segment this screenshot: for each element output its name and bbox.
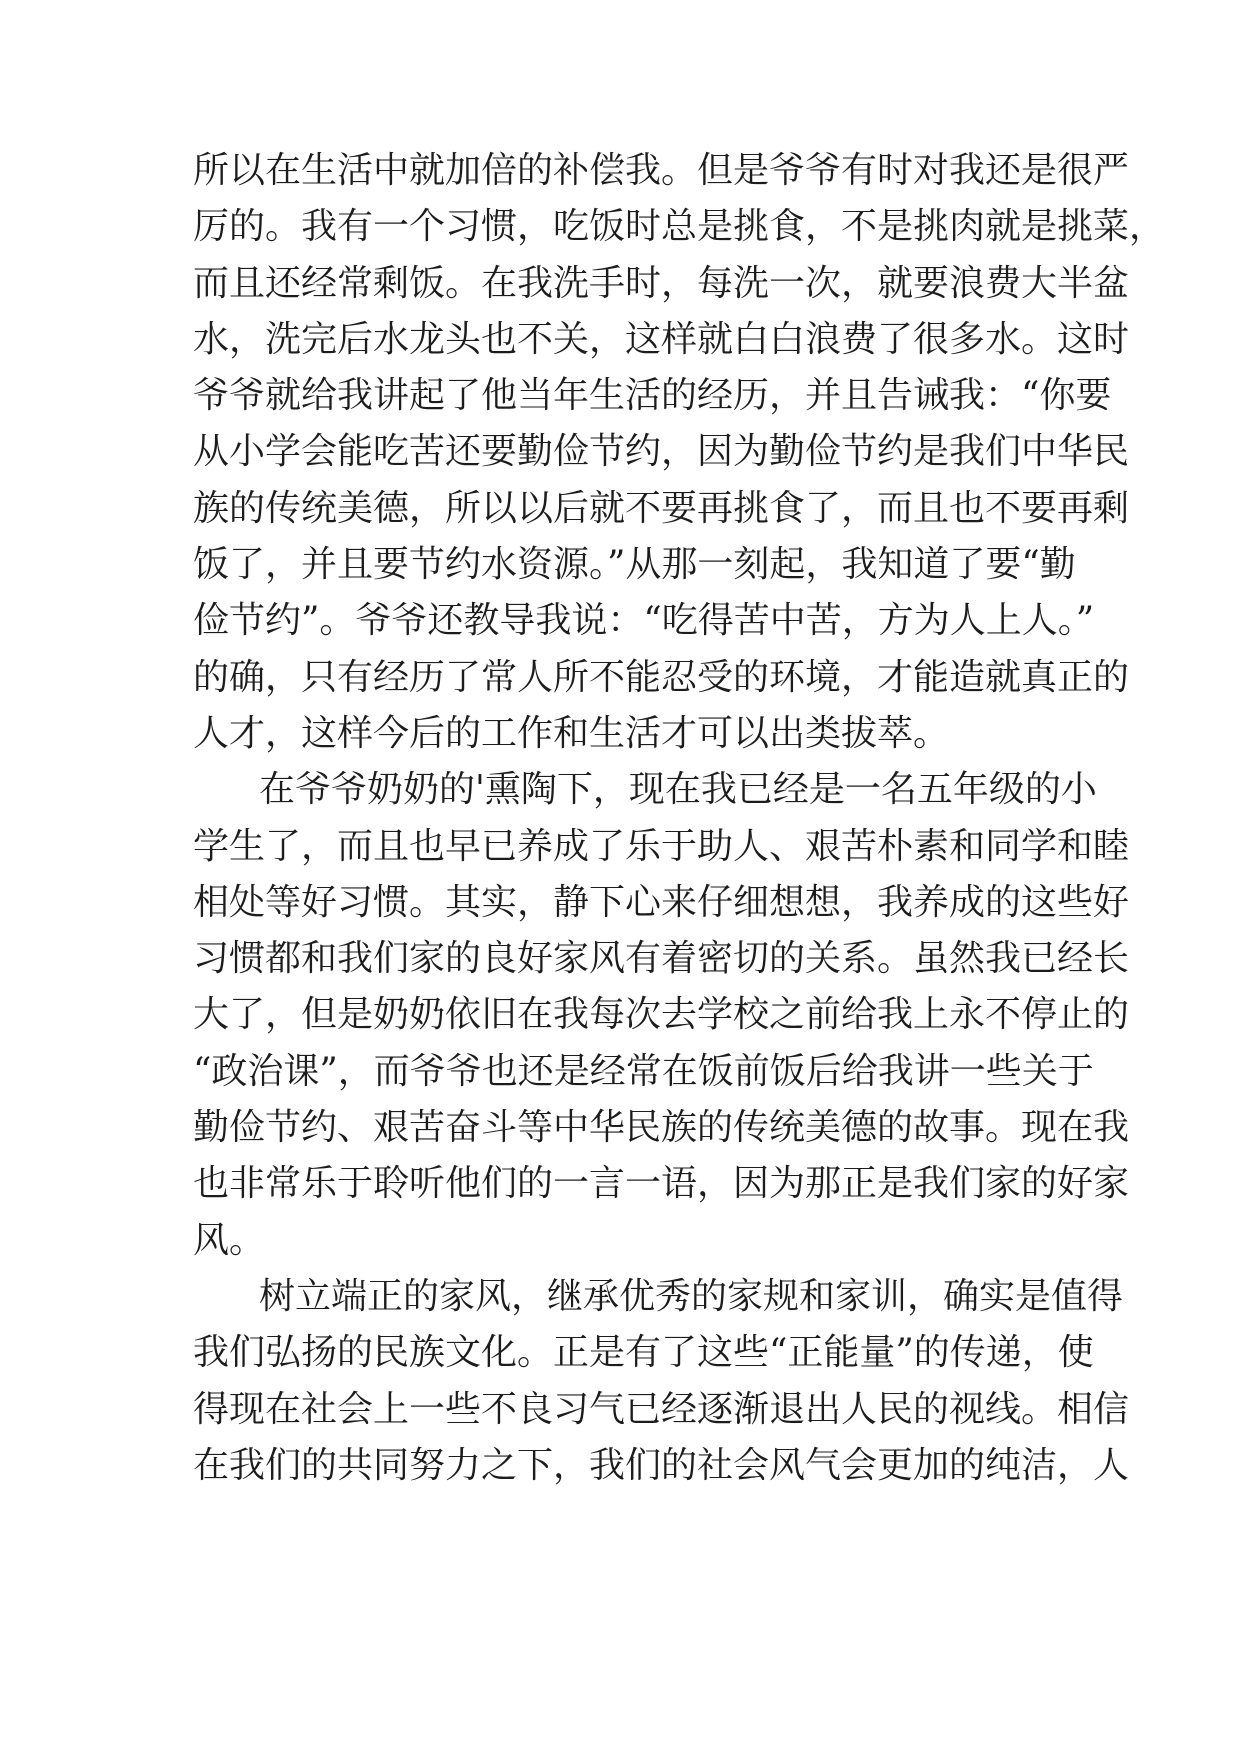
text-line: 在我们的共同努力之下，我们的社会风气会更加的纯洁，人 [193, 1444, 1130, 1486]
text-line: 勤俭节约、艰苦奋斗等中华民族的传统美德的故事。现在我 [193, 1107, 1130, 1149]
text-line: “政治课”，而爷爷也还是经常在饭前饭后给我讲一些关于 [193, 1050, 1094, 1092]
text-line: 厉的。我有一个习惯，吃饭时总是挑食，不是挑肉就是挑菜， [193, 206, 1166, 248]
text-line: 从小学会能吃苦还要勤俭节约，因为勤俭节约是我们中华民 [193, 431, 1130, 473]
text-line: 相处等好习惯。其实，静下心来仔细想想，我养成的这些好 [193, 881, 1130, 923]
text-line: 水，洗完后水龙头也不关，这样就白白浪费了很多水。这时 [193, 318, 1130, 360]
text-line: 树立端正的家风，继承优秀的家规和家训，确实是值得 [259, 1275, 1124, 1317]
text-line: 所以在生活中就加倍的补偿我。但是爷爷有时对我还是很严 [193, 150, 1130, 191]
text-line: 风。 [193, 1219, 266, 1261]
text-line: 人才，这样今后的工作和生活才可以出类拔萃。 [193, 712, 950, 754]
text-line: 习惯都和我们家的良好家风有着密切的关系。虽然我已经长 [193, 938, 1130, 980]
text-line: 得现在社会上一些不良习气已经逐渐退出人民的视线。相信 [193, 1388, 1130, 1430]
text-line: 爷爷就给我讲起了他当年生活的经历，并且告诫我：“你要 [193, 375, 1112, 417]
text-line: 饭了，并且要节约水资源。”从那一刻起，我知道了要“勤 [193, 544, 1076, 586]
paragraph [193, 762, 1130, 1269]
text-line: 而且还经常剩饭。在我洗手时，每洗一次，就要浪费大半盆 [193, 262, 1130, 304]
text-line: 的确，只有经历了常人所不能忍受的环境，才能造就真正的 [193, 656, 1130, 698]
text-line: 学生了，而且也早已养成了乐于助人、艰苦朴素和同学和睦 [193, 825, 1130, 867]
text-line: 我们弘扬的民族文化。正是有了这些“正能量”的传递，使 [193, 1332, 1094, 1374]
paragraph [193, 143, 1166, 762]
text-line: 在爷爷奶奶的'熏陶下，现在我已经是一名五年级的小 [259, 769, 1097, 811]
text-line: 也非常乐于聆听他们的一言一语，因为那正是我们家的好家 [193, 1163, 1130, 1205]
text-line: 族的传统美德，所以以后就不要再挑食了，而且也不要再剩 [193, 487, 1130, 529]
document-body [193, 143, 1166, 1494]
text-line: 大了，但是奶奶依旧在我每次去学校之前给我上永不停止的 [193, 994, 1130, 1036]
paragraph [193, 1269, 1130, 1494]
text-line: 俭节约”。爷爷还教导我说：“吃得苦中苦，方为人上人。” [193, 600, 1095, 642]
